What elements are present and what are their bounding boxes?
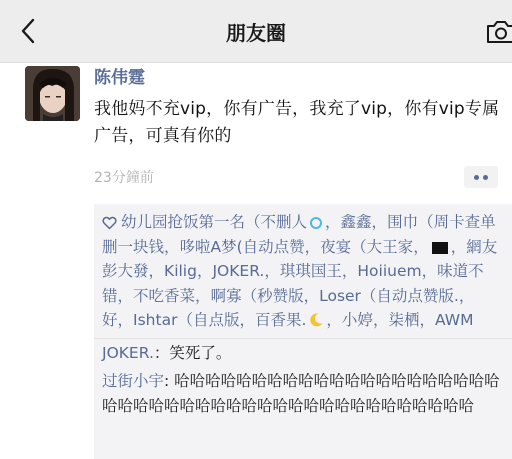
like-name[interactable]: Kilig xyxy=(164,262,197,280)
like-name[interactable]: 围巾（周卡查单删一块钱 xyxy=(102,213,496,256)
avatar[interactable] xyxy=(25,66,80,121)
likes-list: 幼儿园抢饭第一名（不删人 ，鑫鑫，围巾（周卡查单删一块钱，哆啦A梦(自动点赞，夜宴（大王家， ，網友彭大發，Kilig，JOKER.，琪琪国王，Hoiiuem，味道不错，不吃香菜，啊寡（秒赞版，Loser（自动点赞版.，好，Ishtar（自点版，百香果. ，小婷，柒栖，AWM xyxy=(102,213,498,329)
post-author[interactable]: 陈伟霆 xyxy=(94,68,145,88)
like-name[interactable]: 啊寡（秒赞版 xyxy=(210,286,304,305)
comment-separator: ： xyxy=(153,343,170,362)
comment-separator: : xyxy=(164,372,175,390)
like-name[interactable]: 味道不错 xyxy=(102,262,484,305)
black-flag-icon xyxy=(431,241,449,255)
comment-author[interactable]: 过街小宇 xyxy=(102,372,165,390)
like-name[interactable]: 鑫鑫 xyxy=(340,213,372,231)
top-bar xyxy=(0,0,512,63)
circle-emoji-icon xyxy=(309,216,323,230)
like-name[interactable]: 柒栖 xyxy=(388,311,420,329)
page-title: 朋友圈 xyxy=(226,20,286,45)
dot-icon xyxy=(474,175,479,180)
comment-item[interactable] xyxy=(94,367,512,418)
like-name[interactable]: 琪琪国王 xyxy=(279,262,342,280)
like-name[interactable]: Hoiiuem xyxy=(357,262,422,280)
like-name[interactable]: 百香果. xyxy=(254,311,307,329)
like-name[interactable]: AWM xyxy=(434,311,474,329)
like-name[interactable]: 不吃香菜 xyxy=(133,286,196,305)
comment-item[interactable] xyxy=(94,339,512,366)
comment-text: 哈哈哈哈哈哈哈哈哈哈哈哈哈哈哈哈哈哈哈哈哈哈哈哈哈哈哈哈哈哈哈哈哈哈哈哈哈哈哈哈哈哈哈哈哈 xyxy=(102,372,500,415)
like-name[interactable]: 網友彭大發 xyxy=(102,237,498,280)
heart-icon xyxy=(102,216,117,230)
post-timestamp: 23分鐘前 xyxy=(94,170,154,186)
comment-author[interactable]: JOKER. xyxy=(102,343,154,362)
like-name[interactable]: JOKER. xyxy=(212,262,265,280)
more-actions-button[interactable] xyxy=(464,166,498,188)
crescent-moon-icon xyxy=(308,312,324,328)
comment-text: 笑死了。 xyxy=(169,343,232,362)
camera-button[interactable] xyxy=(486,20,512,44)
interaction-panel xyxy=(94,204,512,459)
like-name[interactable]: 小婷 xyxy=(341,311,373,329)
like-name[interactable]: 哆啦A梦(自动点赞，夜宴（大王家 xyxy=(179,237,414,256)
dot-icon xyxy=(483,175,488,180)
like-name[interactable]: 幼儿园抢饭第一名（不删人 xyxy=(121,213,308,231)
avatar-image xyxy=(25,66,80,121)
like-name[interactable]: Loser（自动点赞版.，好 xyxy=(102,286,475,329)
like-name[interactable]: Ishtar（自点版 xyxy=(133,311,240,329)
camera-icon xyxy=(486,20,512,44)
post-text: 我他妈不充vip，你有广告，我充了vip，你有vip专属广告，可真有你的 xyxy=(94,99,500,146)
